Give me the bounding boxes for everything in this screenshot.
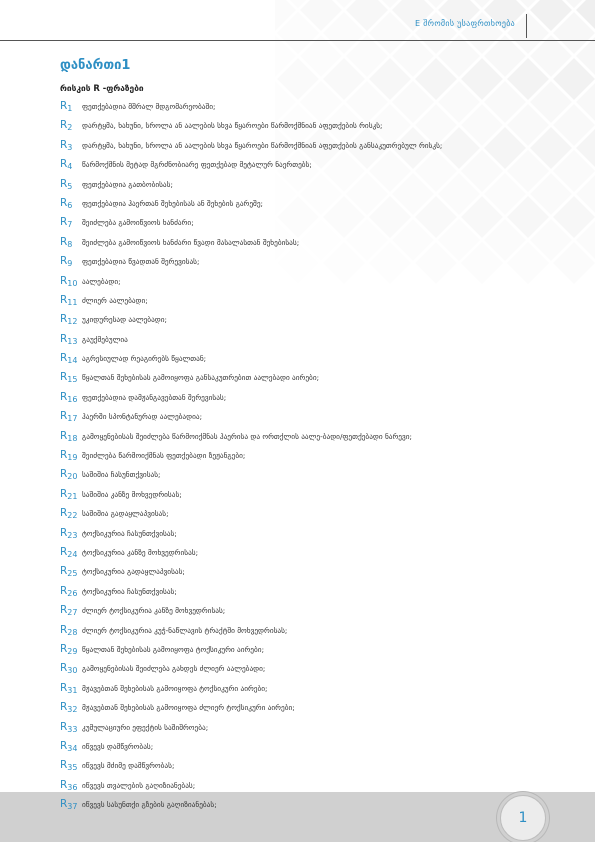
background-tile	[530, 81, 572, 123]
phrase-code	[60, 527, 82, 542]
phrase-text: დარტყმა, ხახუნი, სროლა ან აალების სხვა წყაროები წარმოქმნიან აფეთქების განსაკუთრებულ რისკს;	[82, 140, 443, 150]
phrase-code	[60, 662, 82, 677]
phrase-text: ფეთქებადია ჰაერთან შეხებისას ან შეხების გარეშე;	[82, 198, 263, 208]
phrase-item	[60, 197, 530, 212]
phrase-item	[60, 779, 530, 794]
phrase-item	[60, 119, 530, 134]
background-tile	[553, 104, 595, 146]
background-tile	[576, 127, 595, 169]
phrase-code	[60, 759, 82, 774]
phrase-text: იწვევს სასუნთქი გზების გაღიზიანებას;	[82, 800, 217, 810]
phrase-code-letter: R	[60, 681, 68, 694]
phrase-code-number: 2	[67, 123, 73, 133]
phrase-item	[60, 721, 530, 736]
phrase-text: გამოყენებისას შეიძლება გახდეს ძლიერ აალებადი;	[82, 664, 266, 674]
background-tile	[576, 81, 595, 123]
phrase-code-number: 27	[67, 608, 78, 618]
phrase-item	[60, 275, 530, 290]
phrase-code-letter: R	[60, 235, 68, 248]
phrase-text: ძლიერ ტოქსიკურია კუჭ-ნაწლავის ტრაქტში მოხვედრისას;	[82, 625, 288, 635]
phrase-code-letter: R	[60, 642, 68, 655]
phrase-code	[60, 488, 82, 503]
phrase-item	[60, 178, 530, 193]
phrase-item	[60, 391, 530, 406]
phrase-item	[60, 371, 530, 386]
phrase-code	[60, 468, 82, 483]
phrase-code-letter: R	[60, 293, 68, 306]
background-tile	[576, 173, 595, 215]
phrase-code	[60, 624, 82, 639]
phrase-text: ძლიერ ტოქსიკურია კანზე მოხვედრისას;	[82, 606, 226, 616]
background-tile	[553, 242, 595, 284]
phrase-item	[60, 701, 530, 716]
phrase-item	[60, 488, 530, 503]
phrase-item	[60, 585, 530, 600]
phrase-code	[60, 236, 82, 251]
phrase-item	[60, 352, 530, 367]
phrase-text: ჰაერში სპონტანურად აალებადია;	[82, 412, 203, 422]
phrase-text: წარმოქმნის მეტად მგრძნობიარე ფეთქებად მეტალურ ნაერთებს;	[82, 160, 312, 170]
phrase-code	[60, 178, 82, 193]
phrase-code-number: 32	[67, 705, 78, 715]
phrase-code-letter: R	[60, 604, 68, 617]
phrase-code	[60, 682, 82, 697]
phrase-code-number: 17	[67, 414, 78, 424]
background-tile	[553, 58, 595, 100]
phrase-item	[60, 507, 530, 522]
phrase-code-letter: R	[60, 739, 68, 752]
phrase-item	[60, 236, 530, 251]
phrase-item	[60, 255, 530, 270]
phrase-code-letter: R	[60, 429, 68, 442]
phrase-code	[60, 100, 82, 115]
phrase-item	[60, 313, 530, 328]
phrase-code-number: 4	[67, 162, 73, 172]
phrase-code-number: 37	[67, 802, 78, 812]
background-tile	[576, 219, 595, 261]
phrase-item	[60, 546, 530, 561]
phrase-code-number: 19	[67, 453, 78, 463]
phrase-code	[60, 430, 82, 445]
phrase-code	[60, 158, 82, 173]
phrase-code-number: 13	[67, 336, 78, 346]
phrase-text: ტოქსიკურია გადაყლაპვისას;	[82, 567, 185, 577]
phrase-code-letter: R	[60, 196, 68, 209]
phrase-code	[60, 275, 82, 290]
phrase-code	[60, 779, 82, 794]
phrase-text: ფეთქებადია მშრალ მდგომარეობაში;	[82, 102, 216, 111]
phrase-code-number: 35	[67, 763, 78, 773]
phrase-code-number: 36	[67, 782, 78, 792]
phrase-code	[60, 643, 82, 658]
phrase-code-number: 16	[67, 394, 78, 404]
phrase-code	[60, 721, 82, 736]
phrase-code-number: 20	[67, 472, 78, 482]
page-number-badge	[500, 795, 546, 841]
phrase-item	[60, 430, 530, 445]
phrase-code	[60, 410, 82, 425]
phrase-code-letter: R	[60, 138, 68, 151]
phrase-item	[60, 759, 530, 774]
phrase-code	[60, 701, 82, 716]
phrase-code	[60, 333, 82, 348]
phrase-text: ფეთქებადია გათბობისას;	[82, 179, 173, 189]
header-divider	[526, 14, 527, 38]
phrase-code-letter: R	[60, 332, 68, 345]
background-tile	[553, 196, 595, 238]
phrase-text: საშიშია გადაყლაპვისას;	[82, 509, 169, 519]
phrase-code-number: 9	[67, 259, 73, 269]
phrase-code-number: 12	[67, 317, 78, 327]
phrase-code-letter: R	[60, 352, 68, 365]
phrase-code	[60, 119, 82, 134]
phrase-code-letter: R	[60, 313, 68, 326]
phrase-code-number: 34	[67, 743, 78, 753]
phrase-item	[60, 333, 530, 348]
phrase-item	[60, 468, 530, 483]
background-tile	[553, 150, 595, 192]
phrase-item	[60, 624, 530, 639]
phrase-code	[60, 565, 82, 580]
background-tile	[576, 35, 595, 77]
phrase-item	[60, 216, 530, 231]
phrase-code-letter: R	[60, 255, 68, 268]
phrase-text: შეიძლება გამოიწვიოს ხანძარი წვადი მასალასთან შეხებისას;	[82, 237, 300, 247]
background-tile	[530, 219, 572, 261]
phrase-text: შეიძლება გამოიწვიოს ხანძარი;	[82, 218, 194, 228]
phrase-code	[60, 371, 82, 386]
phrase-item	[60, 565, 530, 580]
phrase-item	[60, 410, 530, 425]
phrase-code-number: 22	[67, 511, 78, 521]
phrase-code	[60, 546, 82, 561]
phrase-item	[60, 139, 530, 154]
phrase-code-letter: R	[60, 507, 68, 520]
phrase-code-letter: R	[60, 701, 68, 714]
phrase-item	[60, 798, 530, 813]
phrase-code-number: 28	[67, 627, 78, 637]
phrase-code-number: 31	[67, 685, 78, 695]
phrase-text: იწვევს თვალების გაღიზიანებას;	[82, 780, 196, 790]
header-title: E შრომის უსაფრთხოება	[415, 19, 515, 28]
phrase-code-number: 21	[67, 491, 78, 501]
page-content	[60, 58, 530, 817]
phrase-code-number: 29	[67, 646, 78, 656]
phrase-text: წყალთან შეხებისას გამოიყოფა განსაკუთრებით აალებადი აირები;	[82, 373, 320, 383]
phrase-text: საშიშია კანზე მოხვედრისას;	[82, 489, 182, 499]
phrase-code-letter: R	[60, 390, 68, 403]
phrase-text: შეიძლება წარმოიქმნას ფეთქებადი ზეჟანგები;	[82, 451, 246, 461]
phrase-code-number: 33	[67, 724, 78, 734]
phrase-code	[60, 585, 82, 600]
phrase-list	[60, 100, 530, 813]
phrase-item	[60, 294, 530, 309]
section-title: რისკის R -ფრაზები	[60, 83, 144, 93]
phrase-text: აგრესიულად რეაგირებს წყალთან;	[82, 354, 207, 364]
background-tile	[530, 173, 572, 215]
phrase-code-number: 8	[67, 239, 73, 249]
phrase-code-number: 11	[67, 297, 78, 307]
phrase-code-letter: R	[60, 584, 68, 597]
page-header	[0, 0, 595, 41]
phrase-item	[60, 604, 530, 619]
phrase-text: კუმულაციური ეფექტის საშიშროება;	[82, 722, 209, 732]
phrase-item	[60, 527, 530, 542]
phrase-code-letter: R	[60, 449, 68, 462]
phrase-text: გაუქმებულია	[82, 334, 128, 344]
phrase-item	[60, 643, 530, 658]
phrase-text: აალებადი;	[82, 276, 121, 286]
phrase-text: დარტყმა, ხახუნი, სროლა ან აალების სხვა წყაროები წარმოქმნიან აფეთქების რისკს;	[82, 121, 383, 131]
phrase-code-number: 18	[67, 433, 78, 443]
phrase-code	[60, 313, 82, 328]
phrase-code-letter: R	[60, 371, 68, 384]
phrase-code	[60, 604, 82, 619]
phrase-text: მჟავებთან შეხებისას გამოიყოფა ძლიერ ტოქსიკური აირები;	[82, 703, 295, 713]
phrase-code-number: 14	[67, 356, 78, 366]
phrase-code-letter: R	[60, 759, 68, 772]
phrase-code-number: 24	[67, 549, 78, 559]
phrase-code-letter: R	[60, 798, 68, 811]
phrase-item	[60, 449, 530, 464]
phrase-code-letter: R	[60, 545, 68, 558]
phrase-text: საშიშია ჩასუნთქვისას;	[82, 470, 161, 480]
phrase-code-number: 6	[67, 200, 73, 210]
phrase-text: იწვევს დამწვრობას;	[82, 741, 154, 751]
phrase-text: ძლიერ აალებადი;	[82, 295, 148, 305]
phrase-code	[60, 294, 82, 309]
phrase-code-number: 26	[67, 588, 78, 598]
phrase-code-letter: R	[60, 158, 68, 171]
phrase-code-letter: R	[60, 177, 68, 190]
phrase-text: მჟავებთან შეხებისას გამოიყოფა ტოქსიკური აირები;	[82, 683, 268, 693]
phrase-text: ტოქსიკურია კანზე მოხვედრისას;	[82, 547, 199, 557]
phrase-code	[60, 391, 82, 406]
phrase-code	[60, 216, 82, 231]
phrase-code-letter: R	[60, 526, 68, 539]
phrase-code	[60, 352, 82, 367]
phrase-item	[60, 158, 530, 173]
phrase-code-number: 7	[67, 220, 73, 230]
phrase-code-number: 3	[67, 142, 73, 152]
phrase-code-letter: R	[60, 468, 68, 481]
phrase-text: ტოქსიკურია ჩასუნთქვისას;	[82, 586, 177, 596]
phrase-code-number: 5	[67, 181, 73, 191]
phrase-code-letter: R	[60, 720, 68, 733]
phrase-text: ტოქსიკურია ჩასუნთქვისას;	[82, 528, 177, 538]
phrase-code-letter: R	[60, 487, 68, 500]
phrase-code-letter: R	[60, 778, 68, 791]
phrase-code-number: 23	[67, 530, 78, 540]
phrase-item	[60, 740, 530, 755]
phrase-item	[60, 100, 530, 115]
phrase-code-number: 1	[67, 104, 73, 113]
phrase-text: ფეთქებადია წვადთან შერევისას;	[82, 257, 200, 267]
annex-title: დანართი1	[60, 58, 131, 73]
phrase-code-letter: R	[60, 565, 68, 578]
phrase-code	[60, 740, 82, 755]
phrase-code-letter: R	[60, 662, 68, 675]
phrase-code	[60, 507, 82, 522]
phrase-text: ფეთქებადია დამჟანგავებთან შერევისას;	[82, 392, 227, 402]
phrase-code-number: 15	[67, 375, 78, 385]
phrase-code-letter: R	[60, 119, 68, 132]
phrase-code-letter: R	[60, 100, 68, 112]
phrase-code	[60, 197, 82, 212]
page-number: 1	[518, 810, 528, 826]
phrase-code-letter: R	[60, 623, 68, 636]
phrase-code	[60, 798, 82, 813]
phrase-code-letter: R	[60, 274, 68, 287]
phrase-code	[60, 449, 82, 464]
phrase-code-number: 10	[67, 278, 78, 288]
background-tile	[530, 127, 572, 169]
phrase-code-number: 30	[67, 666, 78, 676]
phrase-text: უკიდურესად აალებადი;	[82, 315, 167, 325]
background-tile	[530, 35, 572, 77]
phrase-text: გამოყენებისას შეიძლება წარმოიქმნას ჰაერისა და ორთქლის აალე-ბადი/ფეთქებადი ნარევი;	[82, 431, 412, 441]
phrase-text: წყალთან შეხებისას გამოიყოფა ტოქსიკური აირები;	[82, 644, 265, 654]
phrase-code-letter: R	[60, 216, 68, 229]
phrase-item	[60, 662, 530, 677]
phrase-item	[60, 682, 530, 697]
phrase-code	[60, 255, 82, 270]
phrase-code-number: 25	[67, 569, 78, 579]
phrase-code	[60, 139, 82, 154]
phrase-text: იწვევს მძიმე დამწვრობას;	[82, 761, 175, 771]
phrase-code-letter: R	[60, 410, 68, 423]
